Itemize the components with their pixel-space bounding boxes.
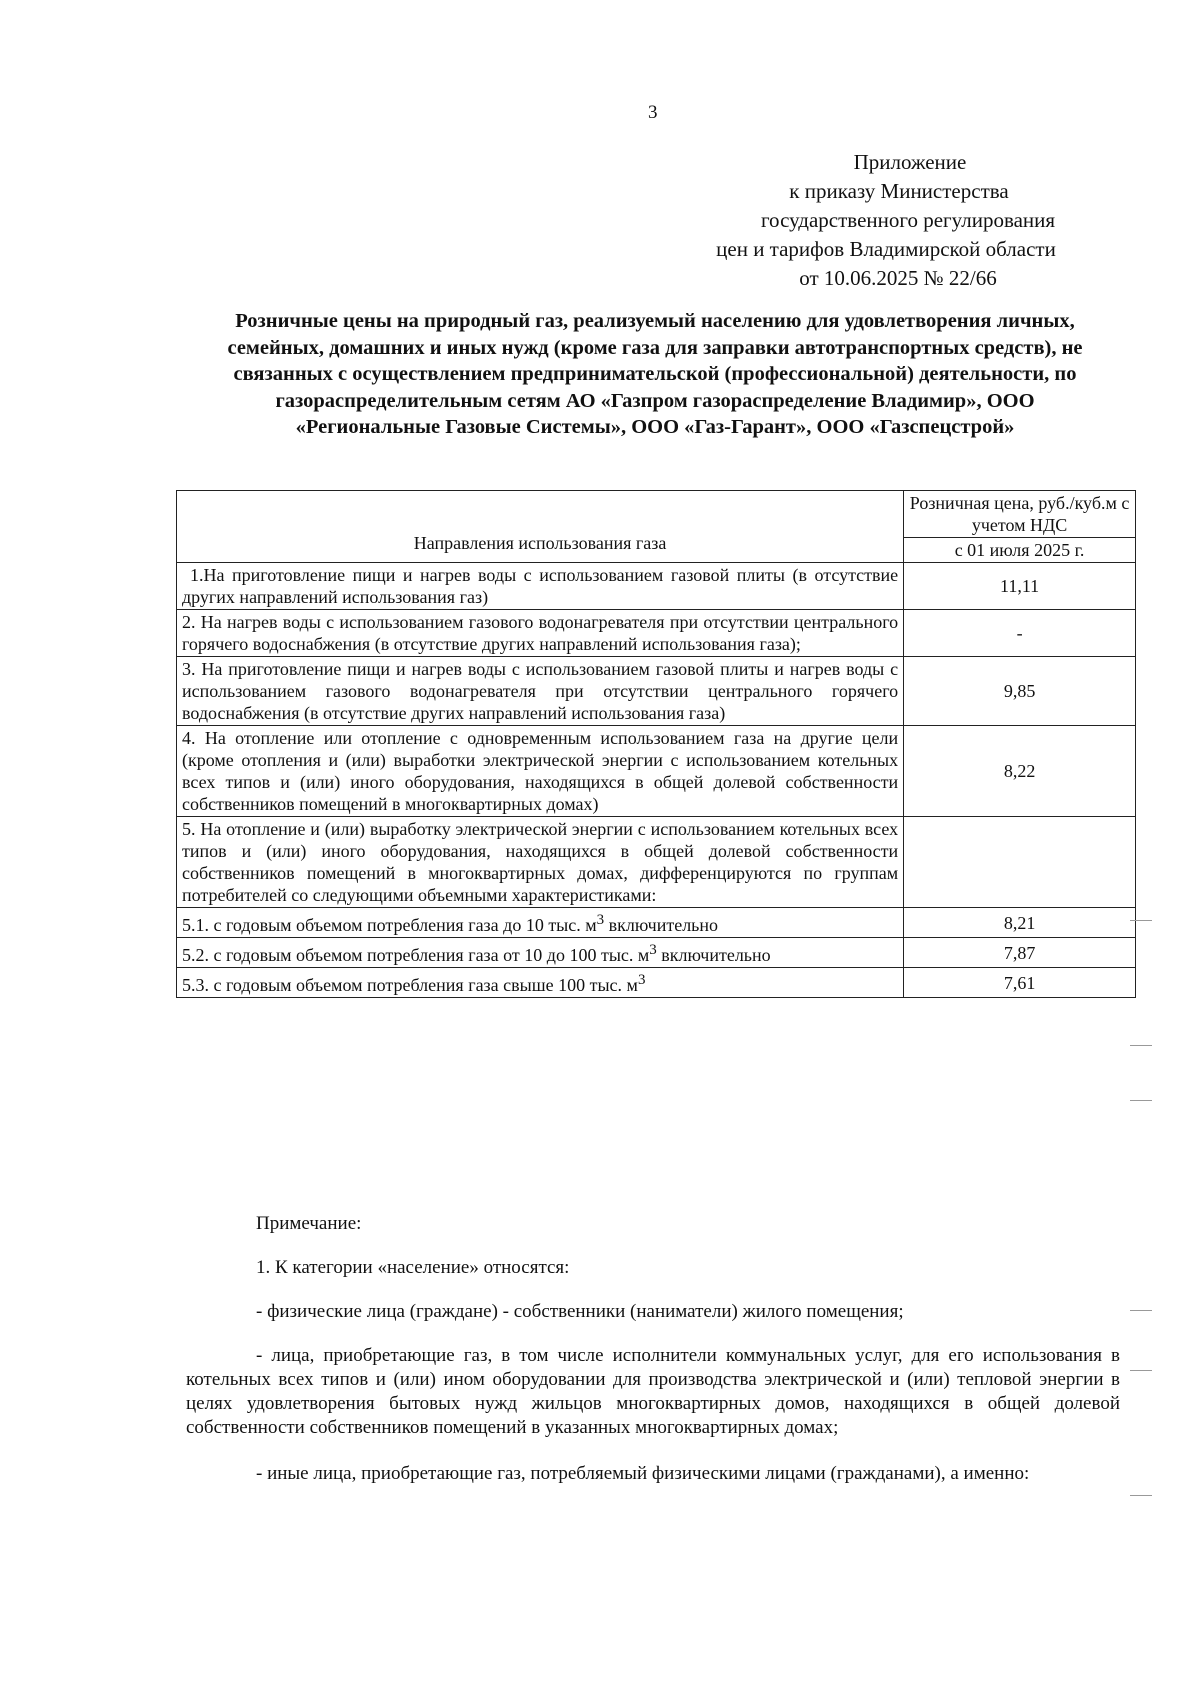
subrow-text: 5.3. с годовым объемом потребления газа свыше 100 тыс. м	[182, 975, 638, 995]
table-row	[177, 817, 1136, 908]
note-paragraph: 1. К категории «население» относятся:	[256, 1257, 570, 1278]
document-title: Розничные цены на природный газ, реализуемый населению для удовлетворения личных, семейных, домашних и иных нужд (кроме газа для заправки автотранспортных средств), не связанных с осуществлением предпринимательской (профессиональной) деятельности, по газораспределительным сетям АО «Газпром газораспределение Владимир», ООО «Региональные Газовые Системы», ООО «Газ-Гарант», ООО «Газспецстрой»	[227, 310, 1083, 438]
appendix-line: государственного регулирования	[760, 208, 1056, 232]
row-price: 11,11	[904, 563, 1136, 610]
subrow-direction	[177, 938, 904, 968]
notes-heading: Примечание:	[256, 1213, 362, 1234]
row-price: 8,22	[904, 726, 1136, 817]
subrow-price: 7,61	[904, 968, 1136, 998]
table-row	[177, 726, 1136, 817]
appendix-line: цен и тарифов Владимирской области	[716, 237, 1056, 261]
subrow-price: 7,87	[904, 938, 1136, 968]
note-paragraph: - иные лица, приобретающие газ, потребляемый физическими лицами (гражданами), а именно:	[256, 1463, 1030, 1484]
superscript: 3	[637, 972, 646, 988]
notes-section	[186, 1212, 1120, 1486]
appendix-block	[700, 148, 1120, 293]
superscript: 3	[649, 942, 657, 958]
row-direction: 1.На приготовление пищи и нагрев воды с использованием газовой плиты (в отсутствие других направлений использования газ)	[177, 563, 904, 610]
note-paragraph: - лица, приобретающие газ, в том числе исполнители коммунальных услуг, для его использования в котельных всех типов и (или) ином оборудовании для производства электрической и (или) тепловой энергии в целях удовлетворения бытовых нужд жильцов многоквартирных домов, находящихся в общей долевой собственности собственников помещений в указанных многоквартирных домах;	[186, 1345, 1120, 1438]
page-number: 3	[648, 102, 658, 123]
subrow-direction	[177, 968, 904, 998]
table-subrow	[177, 968, 1136, 998]
table-row	[177, 563, 1136, 610]
appendix-line: к приказу Министерства	[789, 179, 1009, 203]
superscript: 3	[596, 912, 605, 928]
row-direction: 4. На отопление или отопление с одновременным использованием газа на другие цели (кроме отопления и (или) выработки электрической энергии с использованием котельных всех типов и (или) иного оборудования, находящихся в общей долевой собственности собственников помещений в многоквартирных домах)	[177, 726, 904, 817]
row-price: -	[904, 610, 1136, 657]
note-paragraph: - физические лица (граждане) - собственники (наниматели) жилого помещения;	[256, 1301, 904, 1322]
header-date: с 01 июля 2025 г.	[904, 538, 1136, 563]
appendix-line: Приложение	[853, 150, 967, 174]
subrow-suffix: включительно	[604, 915, 719, 935]
table-row	[177, 657, 1136, 726]
scan-edge-marks	[1130, 40, 1160, 1680]
subrow-text: 5.2. с годовым объемом потребления газа от 10 до 100 тыс. м	[182, 945, 650, 965]
subrow-price: 8,21	[904, 908, 1136, 938]
row-direction: 5. На отопление и (или) выработку электрической энергии с использованием котельных всех типов и (или) иного оборудования, находящихся в общей долевой собственности собственников помещений в многоквартирных домах, дифференцируются по группам потребителей со следующими объемными характеристиками:	[177, 817, 904, 908]
row-direction: 2. На нагрев воды с использованием газового водонагревателя при отсутствии центрального горячего водоснабжения (в отсутствие других направлений использования газа);	[177, 610, 904, 657]
subrow-text: 5.1. с годовым объемом потребления газа до 10 тыс. м	[182, 915, 597, 935]
header-price: Розничная цена, руб./куб.м с учетом НДС	[904, 491, 1136, 538]
appendix-date-number: от 10.06.2025 № 22/66	[799, 266, 997, 290]
header-direction: Направления использования газа	[177, 491, 904, 563]
table-header-row	[177, 491, 1136, 538]
row-price: 9,85	[904, 657, 1136, 726]
subrow-direction	[177, 908, 904, 938]
row-direction: 3. На приготовление пищи и нагрев воды с использованием газовой плиты и нагрев воды с использованием газового водонагревателя при отсутствии центрального горячего водоснабжения (в отсутствие других направлений использования газа)	[177, 657, 904, 726]
table-subrow	[177, 908, 1136, 938]
row-price	[904, 817, 1136, 908]
table-subrow	[177, 938, 1136, 968]
price-table	[176, 490, 1136, 998]
table-row	[177, 610, 1136, 657]
subrow-suffix: включительно	[656, 945, 771, 965]
